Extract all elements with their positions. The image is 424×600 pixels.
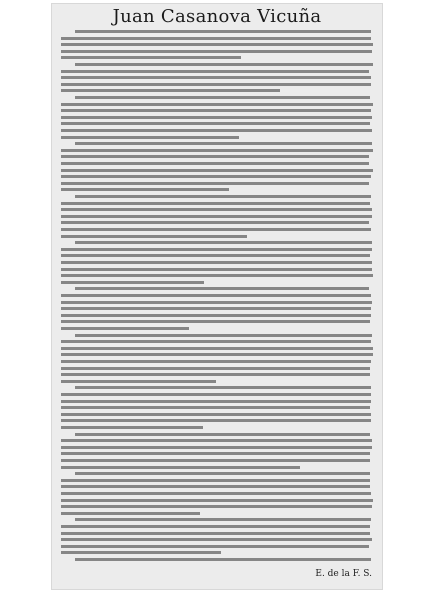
- newspaper-clipping: [52, 4, 382, 589]
- text-line: [61, 182, 369, 185]
- article-headline: Juan Casanova Vicuña: [112, 6, 322, 27]
- text-line: [61, 373, 370, 376]
- text-line: [61, 76, 371, 79]
- text-line: [61, 314, 371, 317]
- text-line: [61, 400, 371, 403]
- text-line: [61, 202, 370, 205]
- text-line: [61, 380, 216, 383]
- text-line: [75, 558, 371, 561]
- text-line: [61, 70, 369, 73]
- text-line: [61, 103, 373, 106]
- text-line: [75, 433, 370, 436]
- text-line: [75, 241, 372, 244]
- text-line: [61, 551, 221, 554]
- article-signature: E. de la F. S.: [315, 569, 372, 579]
- text-line: [61, 353, 373, 356]
- text-line: [61, 320, 370, 323]
- text-line: [61, 327, 189, 330]
- text-line: [61, 268, 372, 271]
- text-line: [75, 334, 372, 337]
- text-line: [61, 499, 373, 502]
- text-line: [61, 215, 372, 218]
- article-body: [61, 30, 373, 570]
- text-line: [61, 307, 371, 310]
- text-line: [61, 347, 373, 350]
- text-line: [61, 221, 369, 224]
- text-line: [61, 83, 371, 86]
- text-line: [75, 287, 369, 290]
- text-line: [61, 419, 371, 422]
- text-line: [61, 129, 372, 132]
- text-line: [61, 479, 370, 482]
- text-line: [61, 122, 370, 125]
- text-line: [61, 116, 372, 119]
- text-line: [61, 248, 372, 251]
- text-line: [75, 142, 372, 145]
- text-line: [75, 30, 371, 33]
- text-line: [61, 274, 373, 277]
- text-line: [61, 89, 280, 92]
- text-line: [61, 512, 200, 515]
- text-line: [61, 261, 372, 264]
- text-line: [61, 149, 373, 152]
- text-line: [61, 393, 371, 396]
- text-line: [75, 386, 371, 389]
- text-line: [61, 406, 370, 409]
- text-line: [61, 162, 369, 165]
- text-line: [61, 228, 371, 231]
- text-line: [61, 136, 239, 139]
- text-line: [61, 525, 370, 528]
- text-line: [61, 56, 241, 59]
- text-line: [61, 301, 372, 304]
- text-line: [61, 459, 370, 462]
- text-line: [61, 505, 372, 508]
- text-line: [75, 63, 373, 66]
- text-line: [61, 281, 204, 284]
- text-line: [61, 294, 371, 297]
- text-line: [61, 538, 372, 541]
- text-line: [61, 37, 371, 40]
- text-line: [61, 360, 371, 363]
- text-line: [61, 485, 370, 488]
- text-line: [61, 439, 372, 442]
- text-line: [61, 169, 373, 172]
- text-line: [75, 518, 371, 521]
- text-line: [61, 426, 203, 429]
- text-line: [61, 235, 247, 238]
- text-line: [61, 367, 370, 370]
- text-line: [75, 195, 371, 198]
- text-line: [61, 175, 371, 178]
- text-line: [61, 155, 369, 158]
- text-line: [61, 188, 229, 191]
- text-line: [61, 492, 371, 495]
- text-line: [61, 208, 372, 211]
- text-line: [75, 472, 370, 475]
- text-line: [61, 413, 371, 416]
- text-line: [61, 452, 370, 455]
- text-line: [61, 50, 372, 53]
- text-line: [61, 109, 371, 112]
- text-line: [61, 340, 371, 343]
- text-line: [61, 254, 370, 257]
- text-line: [61, 466, 300, 469]
- text-line: [61, 446, 372, 449]
- text-line: [75, 96, 370, 99]
- text-line: [61, 43, 373, 46]
- text-line: [61, 532, 370, 535]
- text-line: [61, 545, 369, 548]
